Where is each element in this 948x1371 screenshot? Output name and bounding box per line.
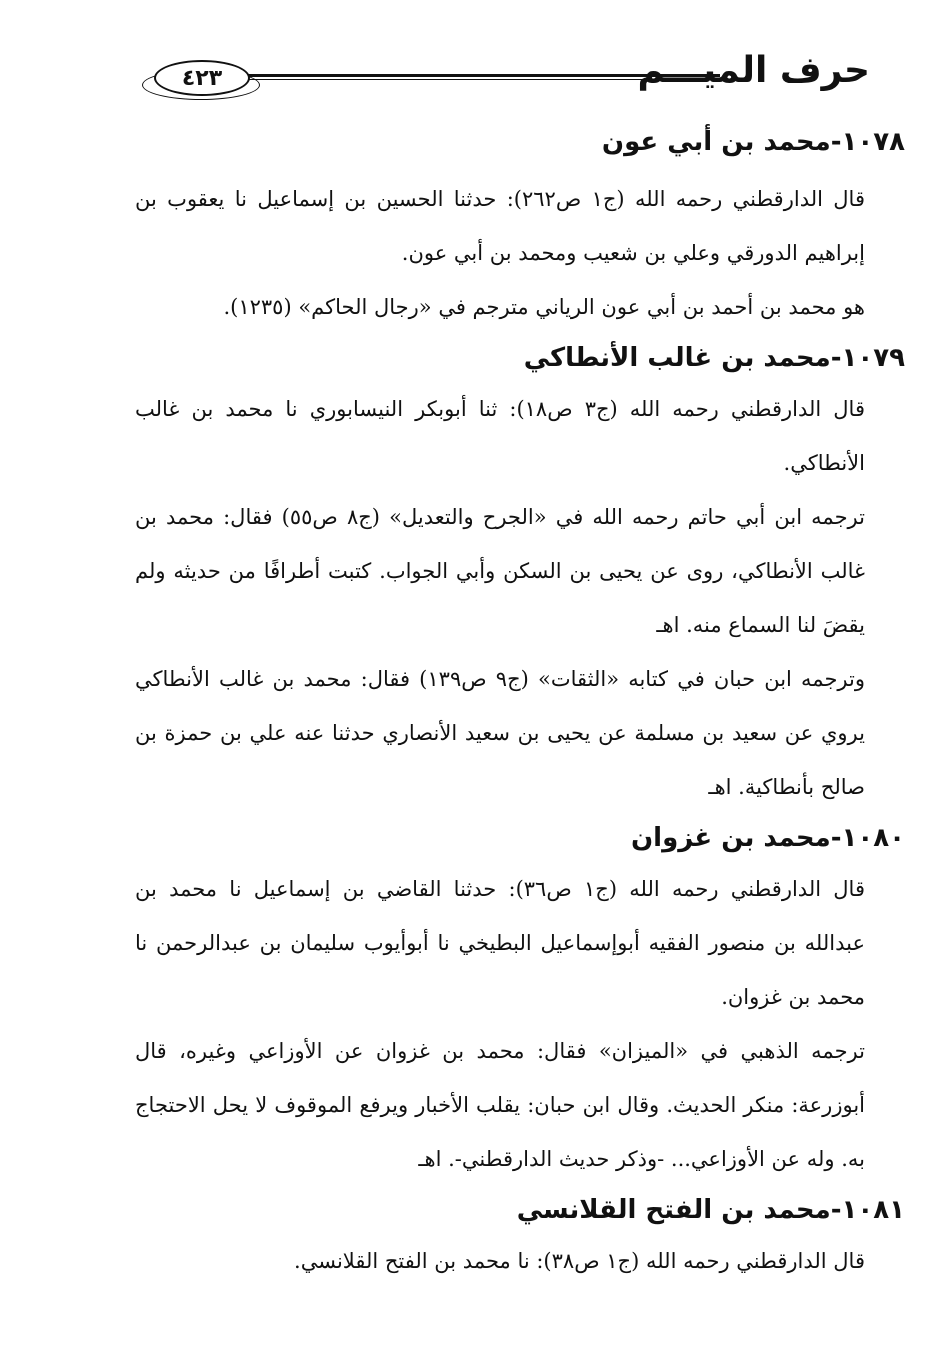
entry-1081 <box>135 1186 905 1288</box>
entry-heading: ١٠٧٨-محمد بن أبي عون <box>601 127 905 157</box>
entry-paragraph: قال الدارقطني رحمه الله (ج٣ ص١٨): ثنا أبوبكر النيسابوري نا محمد بن غالب الأنطاكي. <box>135 397 865 475</box>
entry-paragraph: ترجمه ابن أبي حاتم رحمه الله في «الجرح والتعديل» (ج٨ ص٥٥) فقال: محمد بن غالب الأنطاكي، روى عن يحيى بن السكن وأبي الجواب. كتبت أطرافًا من حديثه ولم يقضَ لنا السماع منه. اهـ <box>135 505 865 637</box>
entry-heading: ١٠٨٠-محمد بن غزوان <box>630 823 905 853</box>
entry-paragraph: ترجمه الذهبي في «الميزان» فقال: محمد بن غزوان عن الأوزاعي وغيره، قال أبوزرعة: منكر الحديث. وقال ابن حبان: يقلب الأخبار ويرفع الموقوف لا يحل الاحتجاج به. وله عن الأوزاعي... -وذكر حديث الدارقطني-. اهـ <box>135 1039 865 1171</box>
entry-paragraph: قال الدارقطني رحمه الله (ج١ ص٣٨): نا محمد بن الفتح القلانسي. <box>294 1249 865 1273</box>
entry-heading: ١٠٧٩-محمد بن غالب الأنطاكي <box>523 343 905 373</box>
entry-heading: ١٠٨١-محمد بن الفتح القلانسي <box>516 1195 905 1225</box>
entry-1078 <box>135 118 905 334</box>
page-number: ٤٢٣ <box>154 60 250 96</box>
entry-paragraph: قال الدارقطني رحمه الله (ج١ ص٢٦٢): حدثنا الحسين بن إسماعيل نا يعقوب بن إبراهيم الدورقي وعلي بن شعيب ومحمد بن أبي عون. <box>135 187 865 265</box>
entry-paragraph: هو محمد بن أحمد بن أبي عون الرياني مترجم في «رجال الحاكم» (١٢٣٥). <box>223 295 865 319</box>
entry-1080 <box>135 814 905 1186</box>
chapter-title: حرف الميـــم <box>637 50 870 91</box>
page-body <box>135 118 905 1288</box>
entry-paragraph: قال الدارقطني رحمه الله (ج١ ص٣٦): حدثنا القاضي بن إسماعيل نا محمد بن عبدالله بن منصور الفقيه أبوإسماعيل البطيخي نا أبوأيوب سليمان بن عبدالرحمن نا محمد بن غزوان. <box>135 877 865 1009</box>
page-header <box>140 46 870 106</box>
entry-paragraph: وترجمه ابن حبان في كتابه «الثقات» (ج٩ ص١٣٩) فقال: محمد بن غالب الأنطاكي يروي عن سعيد بن مسلمة عن يحيى بن سعيد الأنصاري حدثنا عنه علي بن حمزة بن صالح بأنطاكية. اهـ <box>135 667 865 799</box>
entry-1079 <box>135 334 905 814</box>
